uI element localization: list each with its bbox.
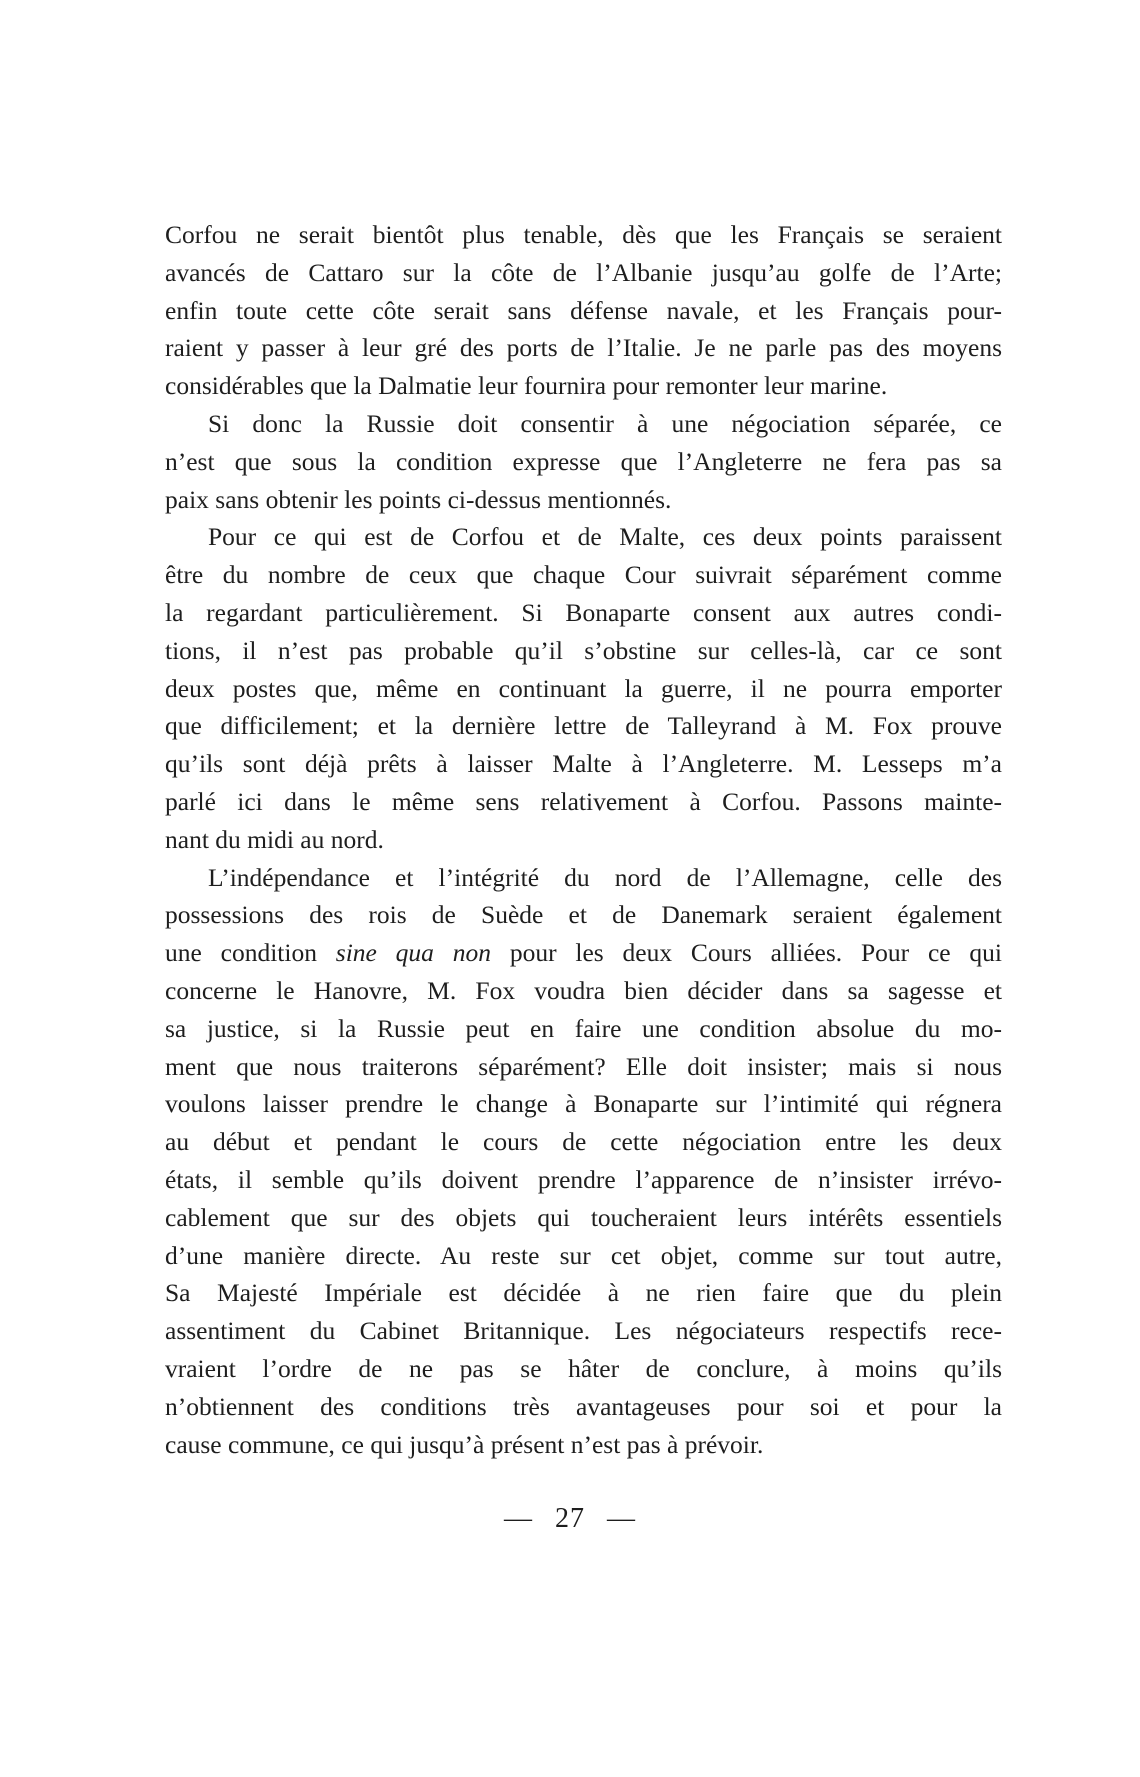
text-line: d’une manière directe. Au reste sur cet objet, comme sur tout autre,: [165, 1240, 1002, 1270]
text-line: tions, il n’est pas probable qu’il s’obstine sur celles-là, car ce sont: [165, 635, 1002, 665]
text-line-with-italic: [165, 934, 1002, 972]
text-line: qu’ils sont déjà prêts à laisser Malte à l’Angleterre. M. Lesseps m’a: [165, 749, 1002, 779]
paragraph-1: [165, 216, 1002, 405]
text-line: avancés de Cattaro sur la côte de l’Albanie jusqu’au golfe de l’Arte;: [165, 257, 1002, 287]
text-line: enfin toute cette côte serait sans défense navale, et les Français pour-: [165, 295, 1002, 325]
paragraph-3: [165, 518, 1002, 858]
text-line: Corfou ne serait bientôt plus tenable, dès que les Français se seraient: [165, 220, 1002, 249]
text-line: concerne le Hanovre, M. Fox voudra bien décider dans sa sagesse et: [165, 975, 1002, 1005]
text-line: au début et pendant le cours de cette négociation entre les deux: [165, 1127, 1002, 1157]
text-line: raient y passer à leur gré des ports de l’Italie. Je ne parle pas des moyens: [165, 333, 1002, 363]
page-number: [0, 1503, 1140, 1535]
text-line: sa justice, si la Russie peut en faire une condition absolue du mo-: [165, 1013, 1002, 1043]
paragraph-2: [165, 405, 1002, 518]
text-line: L’indépendance et l’intégrité du nord de l’Allemagne, celle des: [208, 862, 1002, 892]
text-line: possessions des rois de Suède et de Danemark seraient également: [165, 900, 1002, 930]
text-line: parlé ici dans le même sens relativement à Corfou. Passons mainte-: [165, 786, 1002, 816]
text-line: assentiment du Cabinet Britannique. Les négociateurs respectifs rece-: [165, 1316, 1002, 1346]
text-line: être du nombre de ceux que chaque Cour suivrait séparément comme: [165, 560, 1002, 590]
text-line: paix sans obtenir les points ci-dessus mentionnés.: [165, 484, 672, 514]
text-line: que difficilement; et la dernière lettre de Talleyrand à M. Fox prouve: [165, 711, 1002, 741]
text-line: vraient l’ordre de ne pas se hâter de conclure, à moins qu’ils: [165, 1353, 1002, 1383]
text-line: n’obtiennent des conditions très avantageuses pour soi et pour la: [165, 1391, 1002, 1421]
text-line: états, il semble qu’ils doivent prendre l’apparence de n’insister irrévo-: [165, 1164, 1002, 1194]
page-number-dash-left: —: [504, 1503, 533, 1534]
text-line: deux postes que, même en continuant la guerre, il ne pourra emporter: [165, 673, 1002, 703]
text-line: considérables que la Dalmatie leur fournira pour remonter leur marine.: [165, 371, 888, 401]
text-line: la regardant particulièrement. Si Bonaparte consent aux autres condi-: [165, 597, 1002, 627]
text-line: cablement que sur des objets qui toucheraient leurs intérêts essentiels: [165, 1202, 1002, 1232]
text-line: ment que nous traiterons séparément? Elle doit insister; mais si nous: [165, 1051, 1002, 1081]
body-text: [165, 216, 1002, 1463]
text-run: pour les deux Cours alliées. Pour ce qui: [491, 938, 1003, 968]
text-line: voulons laisser prendre le change à Bonaparte sur l’intimité qui régnera: [165, 1089, 1002, 1119]
text-line: Sa Majesté Impériale est décidée à ne rien faire que du plein: [165, 1278, 1002, 1308]
text-line: Pour ce qui est de Corfou et de Malte, ces deux points paraissent: [208, 522, 1002, 552]
text-line: nant du midi au nord.: [165, 824, 384, 854]
text-run: une condition: [165, 938, 336, 968]
italic-phrase: sine qua non: [335, 938, 491, 968]
text-line: Si donc la Russie doit consentir à une négociation séparée, ce: [208, 408, 1002, 438]
page-number-dash-right: —: [607, 1503, 636, 1534]
text-line: cause commune, ce qui jusqu’à présent n’est pas à prévoir.: [165, 1429, 764, 1459]
page-number-value: 27: [555, 1503, 585, 1534]
text-line: n’est que sous la condition expresse que l’Angleterre ne fera pas sa: [165, 446, 1002, 476]
paragraph-4: [165, 859, 1002, 1464]
